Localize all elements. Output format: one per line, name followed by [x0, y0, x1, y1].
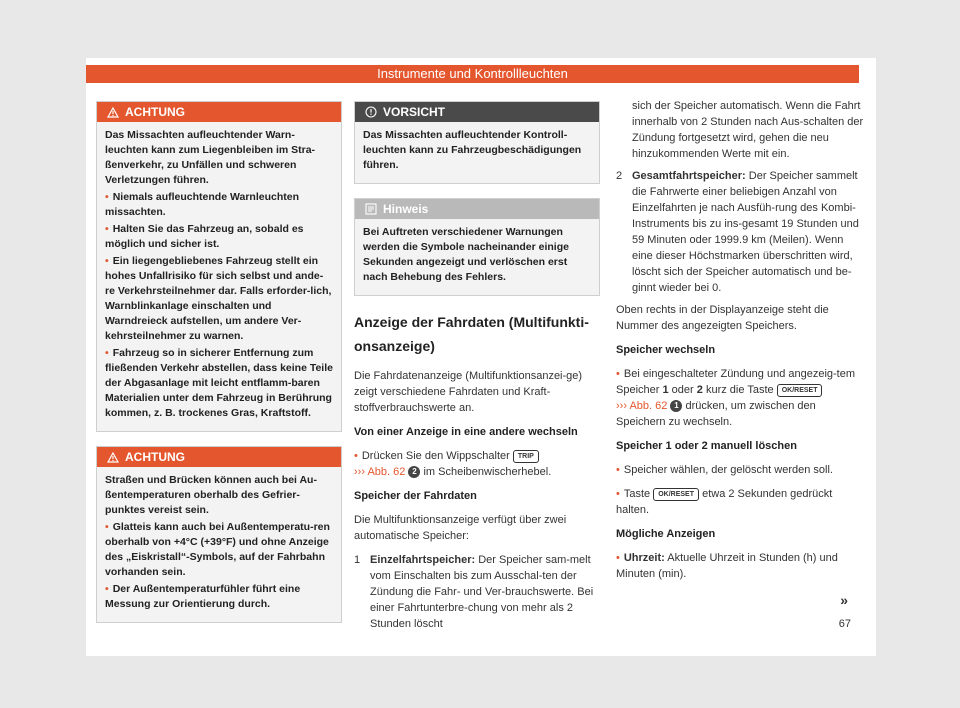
- page-header: Instrumente und Kontrollleuchten: [86, 65, 859, 83]
- subheading: Speicher 1 oder 2 manuell löschen: [616, 440, 797, 452]
- paragraph: Oben rechts in der Displayanzeige steht die Nummer des angezeigten Speichers.: [616, 304, 829, 332]
- paragraph: Die Fahrdatenanzeige (Multifunktionsanzei-ge) zeigt verschiedene Fahrdaten und Kraft-stoffverbrauchswerte an.: [354, 370, 583, 414]
- warning-box-2: [96, 446, 342, 623]
- warning-intro: Straßen und Brücken können auch bei Au-ßentemperaturen oberhalb des Gefrier-punktes vereist sein.: [105, 474, 317, 516]
- paragraph: Die Multifunktionsanzeige verfügt über zwei automatische Speicher:: [354, 514, 567, 542]
- warning-bullet: • Halten Sie das Fahrzeug an, sobald es möglich und sicher ist.: [105, 223, 304, 250]
- trip-key-icon: TRIP: [513, 450, 539, 463]
- subheading: Von einer Anzeige in eine andere wechseln: [354, 426, 578, 438]
- note-box-body: [355, 219, 599, 295]
- warning-intro: Das Missachten aufleuchtender Warn-leuchten kann zum Liegenbleiben im Stra-ßenverkehr, zu Unfällen und schweren Verletzungen führen.: [105, 129, 316, 186]
- numbered-item: 1 Einzelfahrtspeicher: Der Speicher sam-melt vom Einschalten bis zum Ausschal-ten der Zündung die Fahr- und Ver-brauchswerte. Bei einer Fahrtunterbre-chung von mehr als 2 Stunden löscht: [354, 554, 594, 630]
- continued-marker: »: [840, 592, 848, 608]
- numbered-item: 2 Gesamtfahrtspeicher: Der Speicher sammelt die Fahrwerte einer beliebigen Anzahl von Einzelfahrten je nach Ausfüh-rung des Kombi-Instruments bis zu ins-gesamt 19 Stunden und 59 Minuten oder 1999.9 km (Meilen). Wenn eine dieser Höchstmarken überschritten wird, löscht sich der Speicher automatisch und be-ginnt wieder bei 0.: [616, 170, 859, 294]
- caution-box-header: [355, 102, 599, 122]
- section-heading: Anzeige der Fahrdaten (Multifunkti-onsanzeige): [354, 314, 589, 354]
- column-right: [616, 98, 866, 590]
- caution-box: [354, 101, 600, 184]
- callout-number: 2: [408, 466, 420, 478]
- figure-link[interactable]: ››› Abb. 62: [616, 400, 668, 412]
- manual-page: [86, 58, 876, 656]
- warning-bullet: • Ein liegengebliebenes Fahrzeug stellt ein hohes Unfallrisiko für sich selbst und ande-re Verkehrsteilnehmer dar. Falls erforder-lich, Warnblinkanlage einschalten und Warndreieck aufstellen, um andere Ver-kehrsteilnehmer zu warnen.: [105, 255, 332, 342]
- warning-bullet: • Fahrzeug so in sicherer Entfernung zum fließenden Verkehr abstellen, dass keine Teile der Abgasanlage mit leicht entflamm-baren Materialien unter dem Fahrzeug in Berührung kommen, z. B. trockenes Gras, Kraftstoff.: [105, 347, 333, 419]
- caution-text: Das Missachten aufleuchtender Kontroll-leuchten kann zu Fahrzeugbeschädigungen führen.: [363, 129, 582, 171]
- callout-number: 1: [670, 400, 682, 412]
- bullet-item: • Speicher wählen, der gelöscht werden soll.: [616, 464, 833, 476]
- subheading: Speicher der Fahrdaten: [354, 490, 477, 502]
- warning-box-1: [96, 101, 342, 432]
- subheading: Mögliche Anzeigen: [616, 528, 716, 540]
- ok-reset-key-icon: OK/RESET: [653, 488, 699, 501]
- caution-box-body: [355, 122, 599, 183]
- warning-box-body: [97, 467, 341, 622]
- warning-box-header: [97, 447, 341, 467]
- warning-box-body: [97, 122, 341, 431]
- bullet-item: • Uhrzeit: Aktuelle Uhrzeit in Stunden (h) und Minuten (min).: [616, 552, 838, 580]
- bullet-item: • Drücken Sie den Wippschalter TRIP ››› Abb. 62 2 im Scheibenwischerhebel.: [354, 450, 552, 478]
- note-box-header: [355, 199, 599, 219]
- warning-triangle-icon: [107, 452, 119, 463]
- page-number: 67: [838, 618, 851, 630]
- column-left: [96, 101, 342, 637]
- section-text-cont: [616, 98, 866, 582]
- figure-link[interactable]: ››› Abb. 62: [354, 466, 406, 478]
- warning-box-header: [97, 102, 341, 122]
- warning-label: ACHTUNG: [125, 450, 185, 464]
- section-text: [354, 368, 600, 632]
- caution-label: VORSICHT: [383, 105, 446, 119]
- warning-bullet: • Niemals aufleuchtende Warnleuchten missachten.: [105, 191, 300, 218]
- info-circle-icon: [365, 106, 377, 118]
- warning-bullet: • Der Außentemperaturfühler führt eine Messung zur Orientierung durch.: [105, 583, 301, 610]
- subheading: Speicher wechseln: [616, 344, 716, 356]
- ok-reset-key-icon: OK/RESET: [777, 384, 823, 397]
- column-middle: [354, 101, 600, 638]
- note-box: [354, 198, 600, 296]
- numbered-item-cont: sich der Speicher automatisch. Wenn die Fahrt innerhalb von 2 Stunden nach Aus-schalten der Zündung fortgesetzt wird, gehen die neu hinzukommenden Werte mit ein.: [632, 100, 864, 160]
- note-icon: [365, 203, 377, 215]
- bullet-item: • Bei eingeschalteter Zündung und angezeig-tem Speicher 1 oder 2 kurz die Taste OK/RESET ››› Abb. 62 1 drücken, um zwischen den Speichern zu wechseln.: [616, 368, 856, 428]
- warning-label: ACHTUNG: [125, 105, 185, 119]
- note-label: Hinweis: [383, 202, 429, 216]
- bullet-item: • Taste OK/RESET etwa 2 Sekunden gedrückt halten.: [616, 488, 833, 516]
- note-text: Bei Auftreten verschiedener Warnungen werden die Symbole nacheinander einige Sekunden angezeigt und verlöschen erst nach Behebung des Fehlers.: [363, 226, 569, 283]
- warning-triangle-icon: [107, 107, 119, 118]
- warning-bullet: • Glatteis kann auch bei Außentemperatu-ren oberhalb von +4°C (+39°F) und ohne Anzeige des „Eiskristall“-Symbols, auf der Fahrbahn vorhanden sein.: [105, 521, 330, 578]
